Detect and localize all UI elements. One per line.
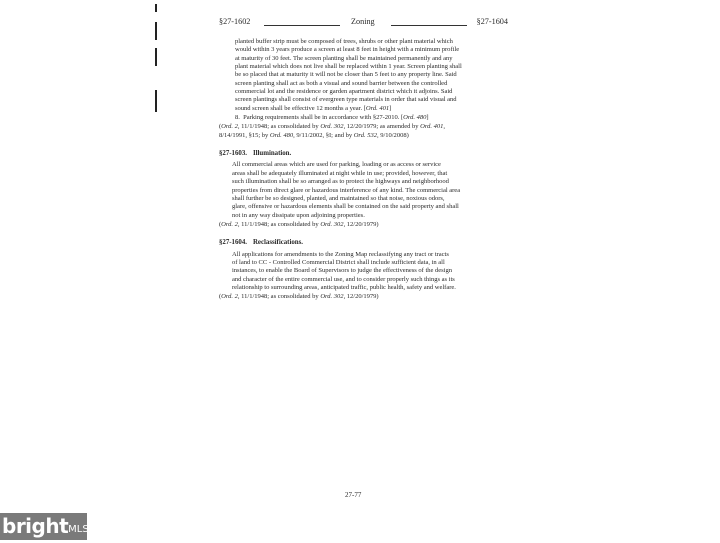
text-line: and character of the entire commercial use, and to consider properly such things as its — [232, 275, 455, 283]
header-section-right: §27-1604 — [476, 17, 508, 26]
history-note-1604: (Ord. 2, 11/1/1948; as consolidated by Ord. 302, 12/20/1979) — [219, 293, 379, 301]
text-line: screen planting shall act as both a visual and sound barrier between the controlled — [235, 79, 448, 87]
ordinance-ref: Ord. 480 — [403, 114, 427, 122]
text-line: shall further be so designed, planted, and maintained so that noise, noxious odors, — [232, 194, 445, 202]
section-heading-1604 — [216, 239, 508, 247]
text-line: plant material which does not live shall be replaced within 1 year. Screen planting shall — [235, 63, 462, 71]
history-note-1602: (Ord. 2, 11/1/1948; as consolidated by Ord. 302, 12/20/1979; as amended by Ord. 401, 8/14/1991, §15; by Ord. 480, 9/11/2002, §I; and by Ord. 532, 9/10/2008) — [219, 123, 445, 139]
scan-edge-mark — [155, 90, 157, 112]
header-chapter-title: Zoning — [351, 17, 375, 26]
section-1603-paragraph — [216, 161, 508, 219]
text-line: All commercial areas which are used for parking, loading or as access or service — [232, 161, 441, 169]
text-line: planted buffer strip must be composed of trees, shrubs or other plant material which — [235, 38, 453, 45]
list-item-8: 8. Parking requirements shall be in accordance with §27-2010. [Ord. 480] — [235, 114, 429, 122]
header-rule-right — [391, 25, 467, 26]
text-line: areas shall be adequately illuminated at night while in use; provided, however, that — [232, 169, 448, 177]
scan-edge-mark — [155, 4, 157, 12]
header-rule-left — [264, 25, 340, 26]
continuation-paragraph — [216, 38, 508, 113]
ordinance-ref: Ord. 401 — [365, 104, 390, 112]
text-line: instances, to enable the Board of Supervisors to judge the effectiveness of the design — [232, 267, 452, 275]
text-line: of land to CC - Controlled Commercial District shall include sufficient data, in all — [232, 258, 445, 266]
text-line: relationship to surrounding areas, anticipated traffic, public health, safety and welfare. — [232, 283, 456, 291]
section-1604-paragraph — [216, 251, 508, 293]
section-title: Reclassifications. — [252, 239, 303, 247]
text-line: would within 3 years produce a screen at least 8 feet in height with a minimum profile — [235, 46, 460, 54]
header-section-left: §27-1602 — [219, 17, 251, 26]
text-line: be so placed that at maturity it will not be closer than 5 feet to any property line. Said — [235, 71, 457, 79]
text-line: sound screen shall be effective 12 months a year. [Ord. 401] — [235, 104, 392, 112]
scan-edge-mark — [155, 48, 157, 66]
section-title: Illumination. — [252, 150, 292, 158]
text-line: screen plantings shall consist of evergreen type materials in order that said visual and — [235, 96, 457, 104]
page-number: 27-77 — [345, 491, 362, 499]
section-number: §27-1604. — [219, 239, 247, 247]
history-note-1603: (Ord. 2, 11/1/1948; as consolidated by Ord. 302, 12/20/1979) — [219, 220, 379, 228]
text-line: commercial lot and the residence or garden apartment district which it adjoins. Said — [235, 88, 453, 96]
text-line: at maturity of 30 feet. The screen planting shall be maintained permanently and any — [235, 54, 453, 62]
text-line: properties from direct glare or hazardous interference of any kind. The commercial area — [232, 186, 461, 194]
document-page — [216, 14, 508, 504]
text-line: such illumination shall be so arranged as to protect the highways and neighborhood — [232, 178, 449, 186]
text-line: not in any way dissipate upon adjoining properties. — [232, 211, 365, 219]
scan-edge-mark — [155, 22, 157, 40]
running-header — [216, 16, 508, 28]
section-heading-1603 — [216, 150, 508, 158]
brightmls-watermark-logo: brightMLS — [2, 514, 89, 538]
text-line: glare, offensive or hazardous elements shall be contained on the said property and shall — [232, 203, 459, 211]
text-line: All applications for amendments to the Zoning Map reclassifying any tract or tracts — [232, 250, 449, 258]
scan-edge-marks — [155, 0, 159, 540]
page-body — [216, 38, 508, 302]
section-number: §27-1603. — [219, 150, 247, 158]
